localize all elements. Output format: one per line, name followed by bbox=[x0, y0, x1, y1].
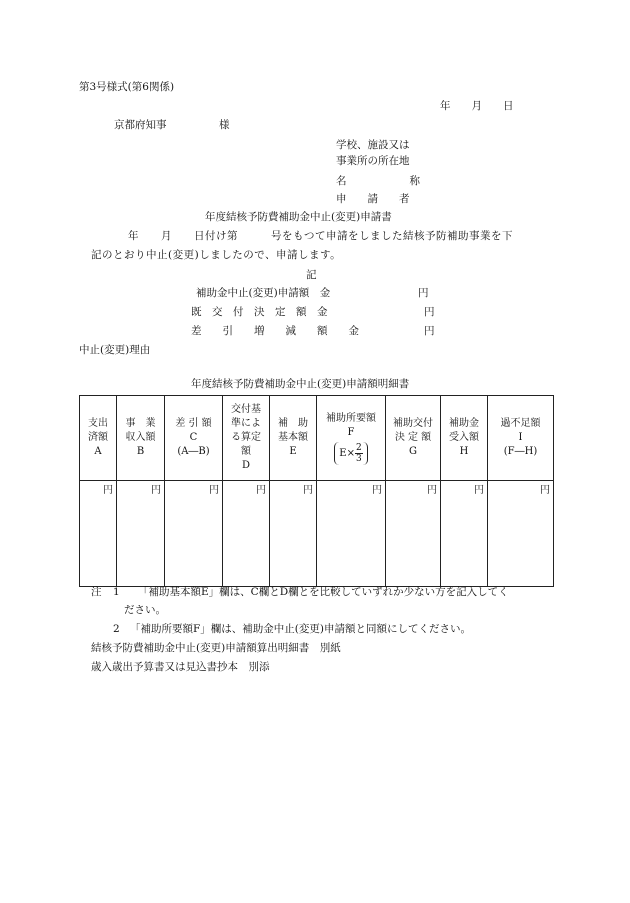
address-label-1: 学校、施設又は bbox=[336, 139, 410, 151]
amount-change-label: 補助金中止(変更)申請額 金 bbox=[196, 287, 331, 299]
col-header-g: 補助交付 決 定 額 G bbox=[386, 396, 441, 481]
col-header-e: 補 助 基本額 E bbox=[270, 396, 317, 481]
col-header-b: 事 業 収入額 B bbox=[117, 396, 165, 481]
attachment-1: 結核予防費補助金中止(変更)申請額算出明細書 別紙 bbox=[91, 642, 341, 654]
ki-mark: 記 bbox=[306, 269, 317, 281]
formula-e-times-two-thirds: E× $\frac{2}{3}$ bbox=[334, 442, 367, 465]
body-line-2: 記のとおり中止(変更)しましたので、申請します。 bbox=[91, 249, 342, 261]
document-title: 年度結核予防費補助金中止(変更)申請書 bbox=[205, 211, 392, 223]
applicant-label: 申 請 者 bbox=[336, 193, 410, 205]
name-label: 名 称 bbox=[336, 175, 420, 187]
cell-h: 円 bbox=[441, 481, 488, 587]
cell-a: 円 bbox=[80, 481, 117, 587]
col-header-a: 支出 済額 A bbox=[80, 396, 117, 481]
table-value-row bbox=[80, 481, 554, 587]
cell-e: 円 bbox=[270, 481, 317, 587]
amount-decided-label: 既 交 付 決 定 額 金 bbox=[191, 306, 328, 318]
date-field: 年 月 日 bbox=[440, 100, 514, 112]
note-1-number: 1 bbox=[113, 586, 120, 598]
cell-b: 円 bbox=[117, 481, 165, 587]
cell-i: 円 bbox=[488, 481, 554, 587]
form-number: 第3号様式(第6関係) bbox=[79, 81, 175, 93]
note-2-text: 「補助所要額F」欄は、補助金中止(変更)申請額と同額にしてください。 bbox=[130, 623, 471, 635]
col-header-i: 過不足額 I (F―H) bbox=[488, 396, 554, 481]
cell-f: 円 bbox=[317, 481, 386, 587]
col-header-c: 差 引 額 C (A―B) bbox=[165, 396, 223, 481]
cell-d: 円 bbox=[223, 481, 270, 587]
amount-diff-unit: 円 bbox=[424, 325, 435, 337]
amount-decided-unit: 円 bbox=[424, 306, 435, 318]
addressee: 京都府知事 様 bbox=[114, 119, 230, 131]
note-1-line-2: ださい。 bbox=[124, 604, 166, 616]
reason-label: 中止(変更)理由 bbox=[79, 344, 151, 356]
address-label-2: 事業所の所在地 bbox=[336, 155, 410, 167]
col-header-d: 交付基 準によ る算定 額 D bbox=[223, 396, 270, 481]
note-2-number: 2 bbox=[113, 623, 120, 635]
col-header-h: 補助金 受入額 H bbox=[441, 396, 488, 481]
attachment-2: 歳入歳出予算書又は見込書抄本 別添 bbox=[91, 661, 270, 673]
table-header-row bbox=[80, 396, 554, 481]
cell-g: 円 bbox=[386, 481, 441, 587]
detail-title: 年度結核予防費補助金中止(変更)申請額明細書 bbox=[191, 378, 410, 390]
amount-diff-label: 差 引 増 減 額 金 bbox=[191, 325, 359, 337]
amount-change-unit: 円 bbox=[418, 287, 429, 299]
notes-prefix: 注 bbox=[91, 586, 102, 598]
col-header-f: 補助所要額 F E× $\frac{2}{3}$ bbox=[317, 396, 386, 481]
detail-table bbox=[79, 395, 554, 587]
body-line-1: 年 月 日付け第 号をもつて申請をしました結核予防補助事業を下 bbox=[128, 230, 513, 242]
note-1-line-1: 「補助基本額E」欄は、C欄とD欄とを比較していずれか少ない方を記入してく bbox=[138, 586, 509, 598]
cell-c: 円 bbox=[165, 481, 223, 587]
